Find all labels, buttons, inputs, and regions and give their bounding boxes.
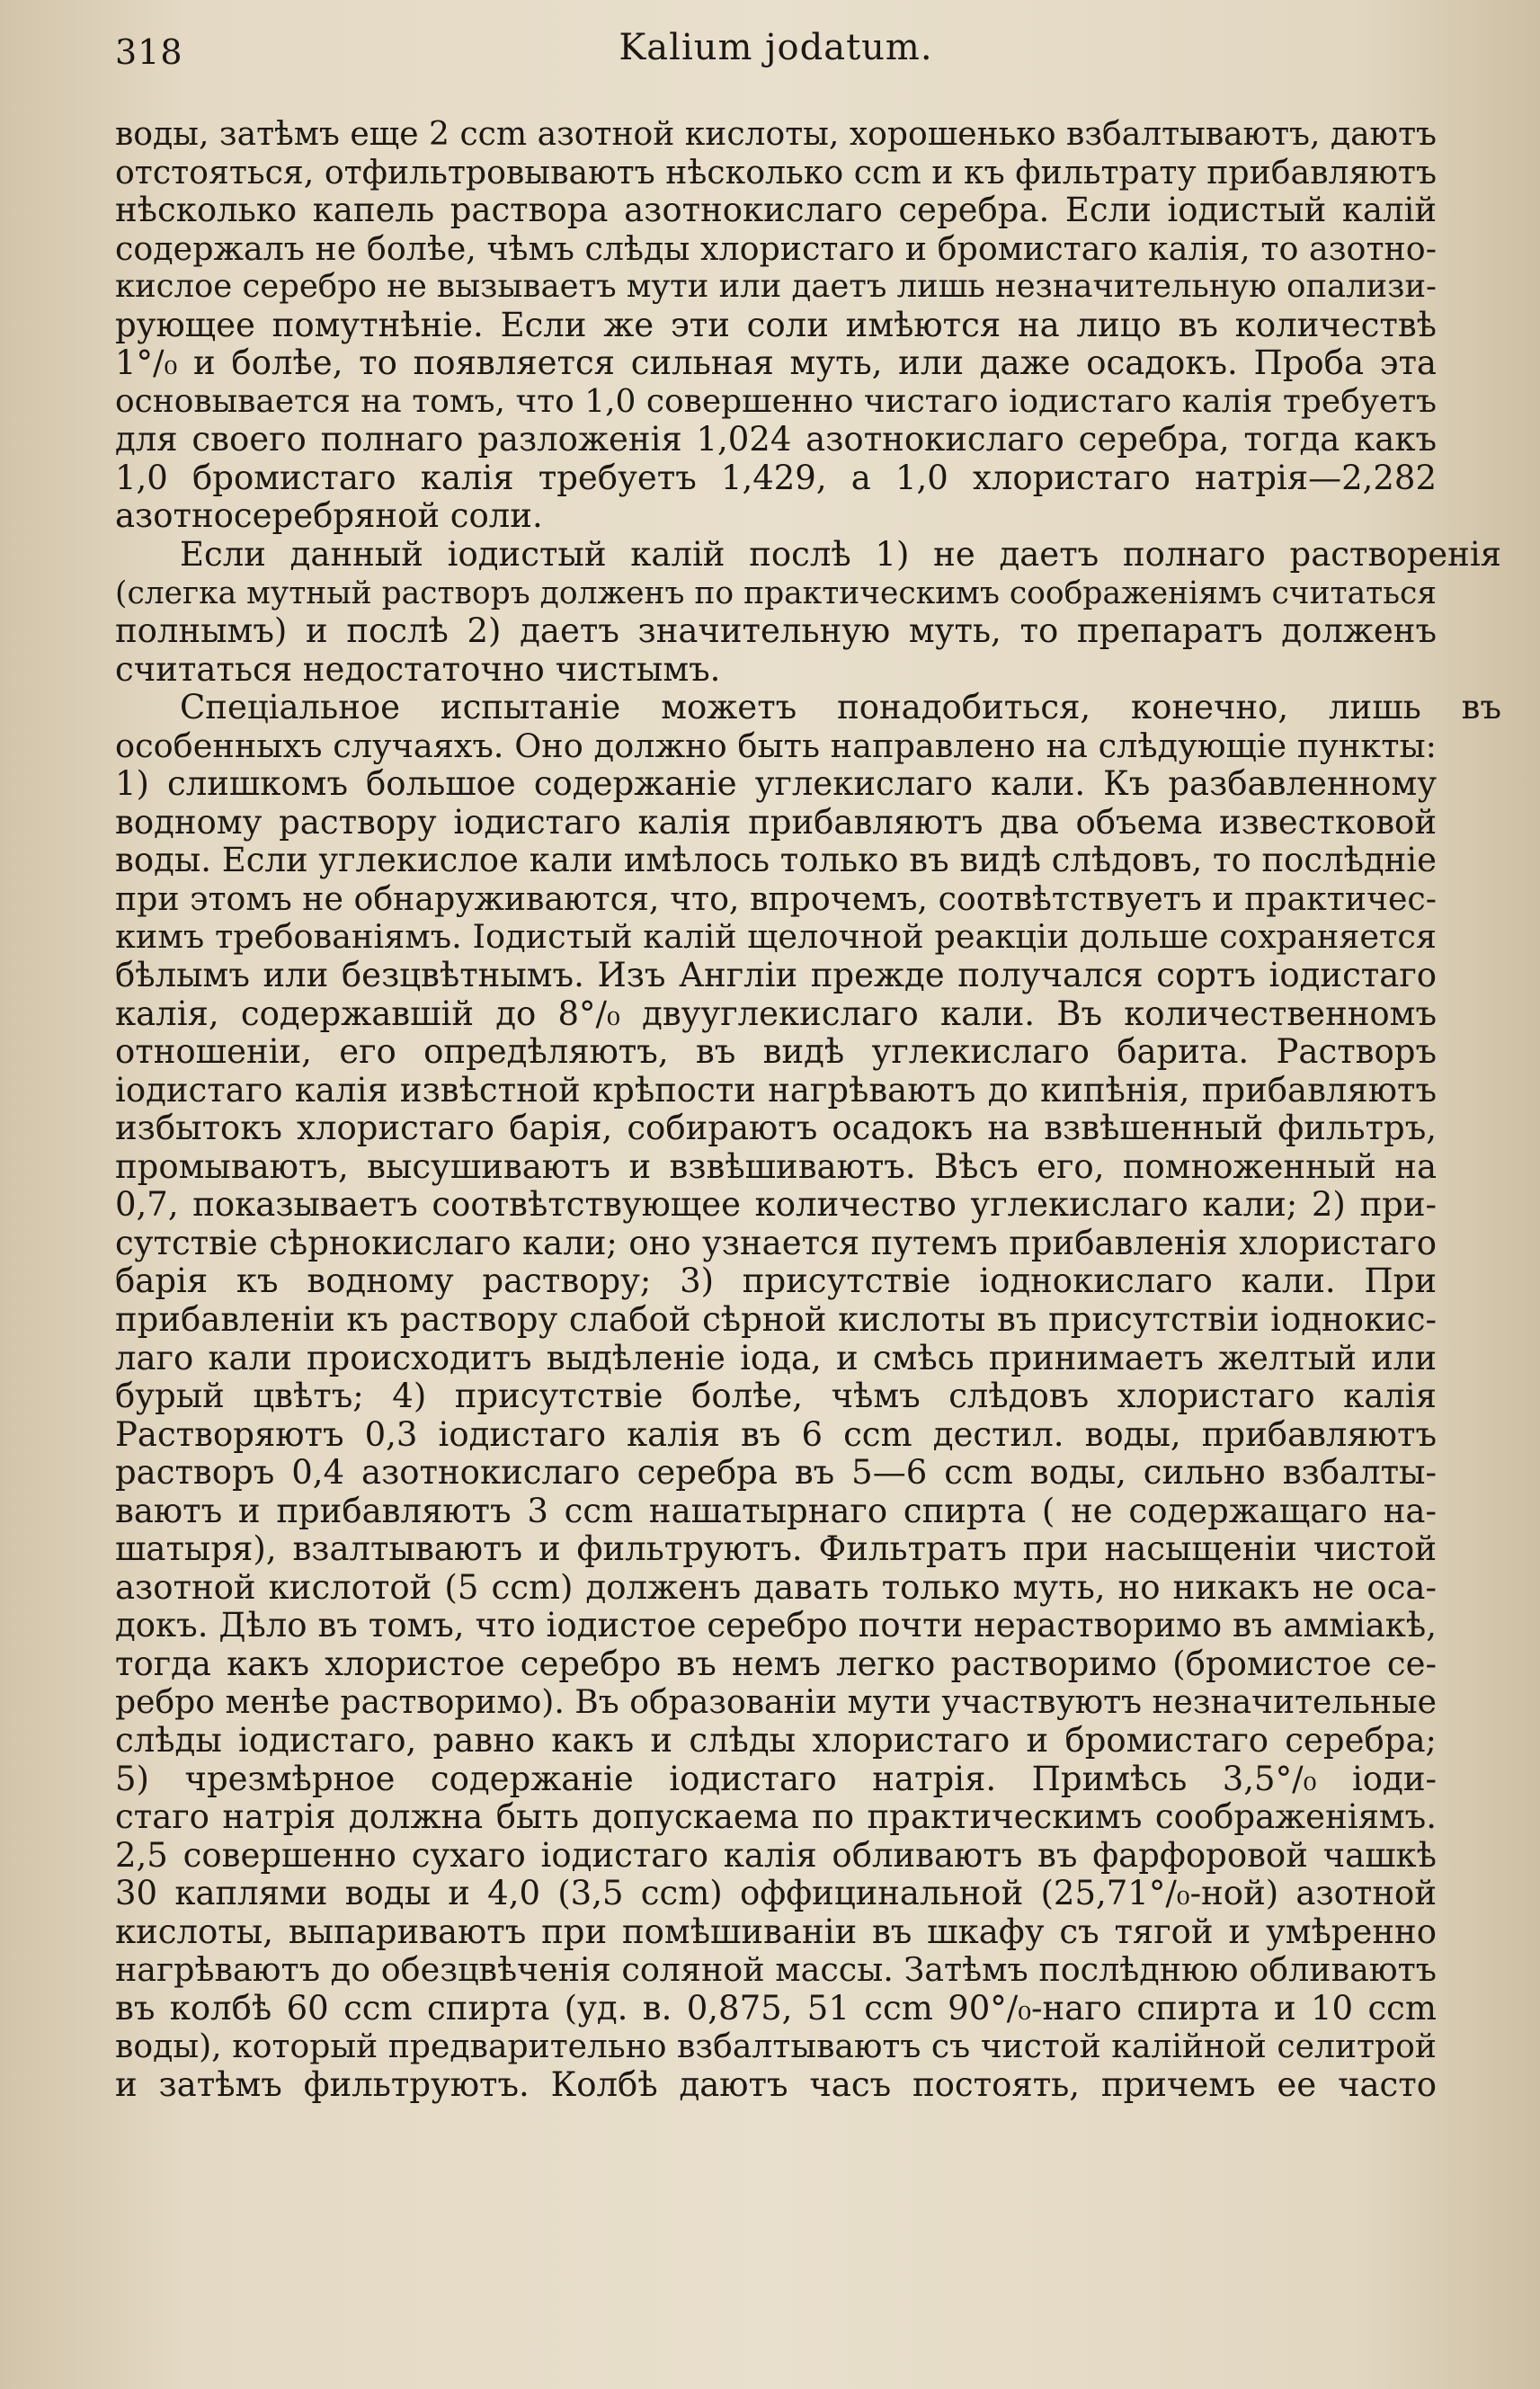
text-line: стаго натрія должна быть допускаема по практическимъ соображеніямъ. <box>115 1797 1437 1837</box>
page-number: 318 <box>115 32 183 72</box>
text-line: кислое серебро не вызываетъ мути или даетъ лишь незначительную опализи- <box>115 268 1437 306</box>
text-line: рующее помутнѣніе. Если же эти соли имѣются на лицо въ количествѣ <box>115 305 1437 344</box>
text-line: воды. Если углекислое кали имѣлось только въ видѣ слѣдовъ, то послѣдніе <box>115 841 1437 880</box>
text-line: ребро менѣе растворимо). Въ образованіи мути участвуютъ незначительные <box>115 1683 1437 1722</box>
text-line: для своего полнаго разложенія 1,024 азотнокислаго серебра, тогда какъ <box>115 420 1437 459</box>
text-line: избытокъ хлористаго барія, собираютъ осадокъ на взвѣшенный фильтръ, <box>115 1109 1437 1148</box>
text-line: 30 каплями воды и 4,0 (3,5 ccm) оффицинальной (25,71°/₀-ной) азотной <box>115 1874 1437 1913</box>
text-line: шатыря), взалтываютъ и фильтруютъ. Фильтратъ при насыщеніи чистой <box>115 1529 1437 1569</box>
text-line: азотносеребряной соли. <box>115 496 543 536</box>
text-line: полнымъ) и послѣ 2) даетъ значительную муть, то препаратъ долженъ <box>115 611 1437 651</box>
text-line: бѣлымъ или безцвѣтнымъ. Изъ Англіи прежде получался сортъ іодистаго <box>115 956 1437 995</box>
text-line: растворъ 0,4 азотнокислаго серебра въ 5—6 ccm воды, сильно взбалты- <box>115 1453 1437 1493</box>
text-line: основывается на томъ, что 1,0 совершенно чистаго іодистаго калія требуетъ <box>115 382 1437 420</box>
text-line: азотной кислотой (5 ccm) долженъ давать только муть, но никакъ не оса- <box>115 1567 1437 1607</box>
text-line: прибавленіи къ раствору слабой сѣрной кислоты въ присутствіи іоднокис- <box>115 1299 1437 1339</box>
text-line: нагрѣваютъ до обезцвѣченія соляной массы. Затѣмъ послѣднюю обливаютъ <box>115 1950 1437 1990</box>
text-line: содержалъ не болѣе, чѣмъ слѣды хлористаго и бромистаго калія, то азотно- <box>115 228 1437 268</box>
text-line: кислоты, выпариваютъ при помѣшиваніи въ шкафу съ тягой и умѣренно <box>115 1912 1437 1951</box>
text-line: 2,5 совершенно сухаго іодистаго калія обливаютъ въ фарфоровой чашкѣ <box>115 1835 1437 1875</box>
text-line: промываютъ, высушиваютъ и взвѣшиваютъ. Вѣсъ его, помноженный на <box>115 1146 1437 1186</box>
text-line: сутствіе сѣрнокислаго кали; оно узнается путемъ прибавленія хлористаго <box>115 1223 1437 1262</box>
text-body <box>115 115 1501 2104</box>
text-line: и затѣмъ фильтруютъ. Колбѣ даютъ часъ постоять, причемъ ее часто <box>115 2064 1437 2104</box>
text-line: ваютъ и прибавляютъ 3 ccm нашатырнаго спирта ( не содержащаго на- <box>115 1491 1437 1530</box>
text-line: слѣды іодистаго, равно какъ и слѣды хлористаго и бромистаго серебра; <box>115 1720 1437 1760</box>
text-line: воды, затѣмъ еще 2 ccm азотной кислоты, хорошенько взбалтываютъ, даютъ <box>115 115 1437 153</box>
text-line: 0,7, показываетъ соотвѣтствующее количество углекислаго кали; 2) при- <box>115 1185 1437 1225</box>
text-line: особенныхъ случаяхъ. Оно должно быть направлено на слѣдующіе пункты: <box>115 726 1437 765</box>
text-line: барія къ водному раствору; 3) присутствіе іоднокислаго кали. При <box>115 1261 1437 1301</box>
text-line: бурый цвѣтъ; 4) присутствіе болѣе, чѣмъ слѣдовъ хлористаго калія <box>115 1377 1437 1416</box>
text-line: лаго кали происходитъ выдѣленіе іода, и смѣсь принимаетъ желтый или <box>115 1338 1437 1377</box>
text-line: воды), который предварительно взбалтываютъ съ чистой калійной селитрой <box>115 2027 1437 2066</box>
text-line: въ колбѣ 60 ccm спирта (уд. в. 0,875, 51 ccm 90°/₀-наго спирта и 10 ccm <box>115 1988 1437 2028</box>
page-header <box>115 27 1437 81</box>
text-line: іодистаго калія извѣстной крѣпости нагрѣваютъ до кипѣнія, прибавляютъ <box>115 1070 1437 1110</box>
text-line: отстояться, отфильтровываютъ нѣсколько ccm и къ фильтрату прибавляютъ <box>115 152 1437 192</box>
text-line: Спеціальное испытаніе можетъ понадобиться, конечно, лишь въ <box>180 688 1501 727</box>
text-line: (слегка мутный растворъ долженъ по практическимъ соображеніямъ считаться <box>115 575 1437 611</box>
text-line: докъ. Дѣло въ томъ, что іодистое серебро почти нерастворимо въ амміакѣ, <box>115 1606 1437 1645</box>
text-line: 1) слишкомъ большое содержаніе углекислаго кали. Къ разбавленному <box>115 764 1437 804</box>
text-line: водному раствору іодистаго калія прибавляютъ два объема известковой <box>115 802 1437 842</box>
text-line: кимъ требованіямъ. Іодистый калій щелочной реакціи дольше сохраняется <box>115 917 1437 957</box>
text-line: при этомъ не обнаруживаются, что, впрочемъ, соотвѣтствуетъ и практичес- <box>115 878 1437 918</box>
text-line: считаться недостаточно чистымъ. <box>115 649 721 689</box>
text-line: нѣсколько капель раствора азотнокислаго серебра. Если іодистый калій <box>115 191 1437 230</box>
running-head: Kalium jodatum. <box>619 27 933 68</box>
text-line: 1,0 бромистаго калія требуетъ 1,429, а 1,0 хлористаго натрія—2,282 <box>115 458 1437 497</box>
text-line: калія, содержавшій до 8°/₀ двууглекислаго кали. Въ количественномъ <box>115 994 1437 1033</box>
text-line: Растворяютъ 0,3 іодистаго калія въ 6 ccm дестил. воды, прибавляютъ <box>115 1414 1437 1454</box>
text-line: 5) чрезмѣрное содержаніе іодистаго натрія. Примѣсь 3,5°/₀ іоди- <box>115 1759 1437 1798</box>
text-line: Если данный іодистый калій послѣ 1) не даетъ полнаго растворенія <box>180 535 1501 575</box>
text-line: 1°/₀ и болѣе, то появляется сильная муть, или даже осадокъ. Проба эта <box>115 343 1437 383</box>
text-line: тогда какъ хлористое серебро въ немъ легко растворимо (бромистое се- <box>115 1644 1437 1683</box>
text-line: отношеніи, его опредѣляютъ, въ видѣ углекислаго барита. Растворъ <box>115 1032 1437 1072</box>
